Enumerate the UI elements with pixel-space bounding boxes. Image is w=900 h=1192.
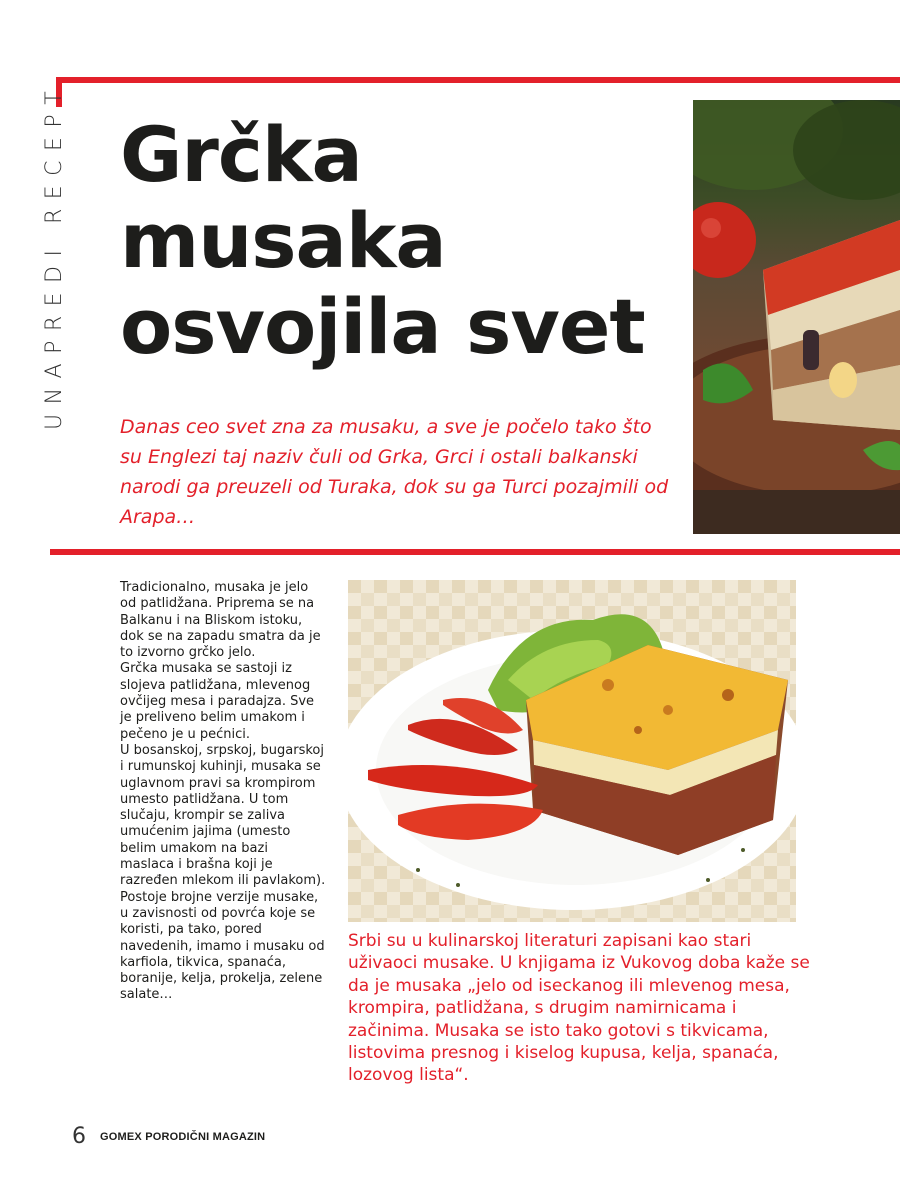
hero-photo-moussaka-plate (693, 100, 900, 534)
top-accent-rule (56, 77, 900, 83)
body-paragraph: U bosanskoj, srpskoj, bugarskoj i rumunskoj kuhinji, musaka se uglavnom pravi sa krompirom umesto patlidžana. U tom slučaju, krompir se zaliva umućenim jajima (umesto belim umakom na bazi maslaca i brašna koji je razređen mlekom ili pavlakom). Postoje brojne verzije musake, u zavisnosti od povrća koje se koristi, pa tako, pored navedenih, imamo i musaku od karfiola, tikvica, spanaća, boranije, kelja, prokelja, zelene salate… (120, 742, 326, 1003)
page-number: 6 (72, 1124, 86, 1149)
article-body (120, 580, 326, 1004)
title-line-3: osvojila svet (120, 282, 645, 371)
title-line-1: Grčka (120, 110, 362, 199)
main-photo-illustration (348, 580, 796, 922)
title-line-2: musaka (120, 196, 446, 285)
section-label: UNAPREDI RECEPT (42, 81, 67, 430)
main-photo-moussaka-dish (348, 580, 796, 922)
body-paragraph: Grčka musaka se sastoji iz slojeva patlidžana, mlevenog ovčijeg mesa i paradajza. Sve je preliveno belim umakom i pečeno je u pećnici. (120, 661, 315, 742)
body-paragraph: Tradicionalno, musaka je jelo od patlidžana. Priprema se na Balkanu i na Bliskom istoku, dok se na zapadu smatra da je to izvorno grčko jelo. (120, 580, 321, 661)
magazine-name: GOMEX PORODIČNI MAGAZIN (100, 1131, 266, 1143)
header-bottom-rule (50, 549, 900, 555)
article-lead: Danas ceo svet zna za musaku, a sve je počelo tako što su Englezi taj naziv čuli od Grka, Grci i ostali balkanski narodi ga preuzeli od Turaka, dok su ga Turci pozajmili od Arapa… (120, 416, 669, 528)
hero-photo-illustration (693, 100, 900, 534)
article-title (120, 112, 690, 370)
photo-caption: Srbi su u kulinarskoj literaturi zapisani kao stari uživaoci musake. U knjigama iz Vukovog doba kaže se da je musaka „jelo od iseckanog ili mlevenog mesa, krompira, patlidžana, s drugim namirnicama i začinima. Musaka se isto tako gotovi s tikvicama, listovima presnog i kiselog kupusa, kelja, spanaća, lozovog lista“. (348, 931, 810, 1086)
